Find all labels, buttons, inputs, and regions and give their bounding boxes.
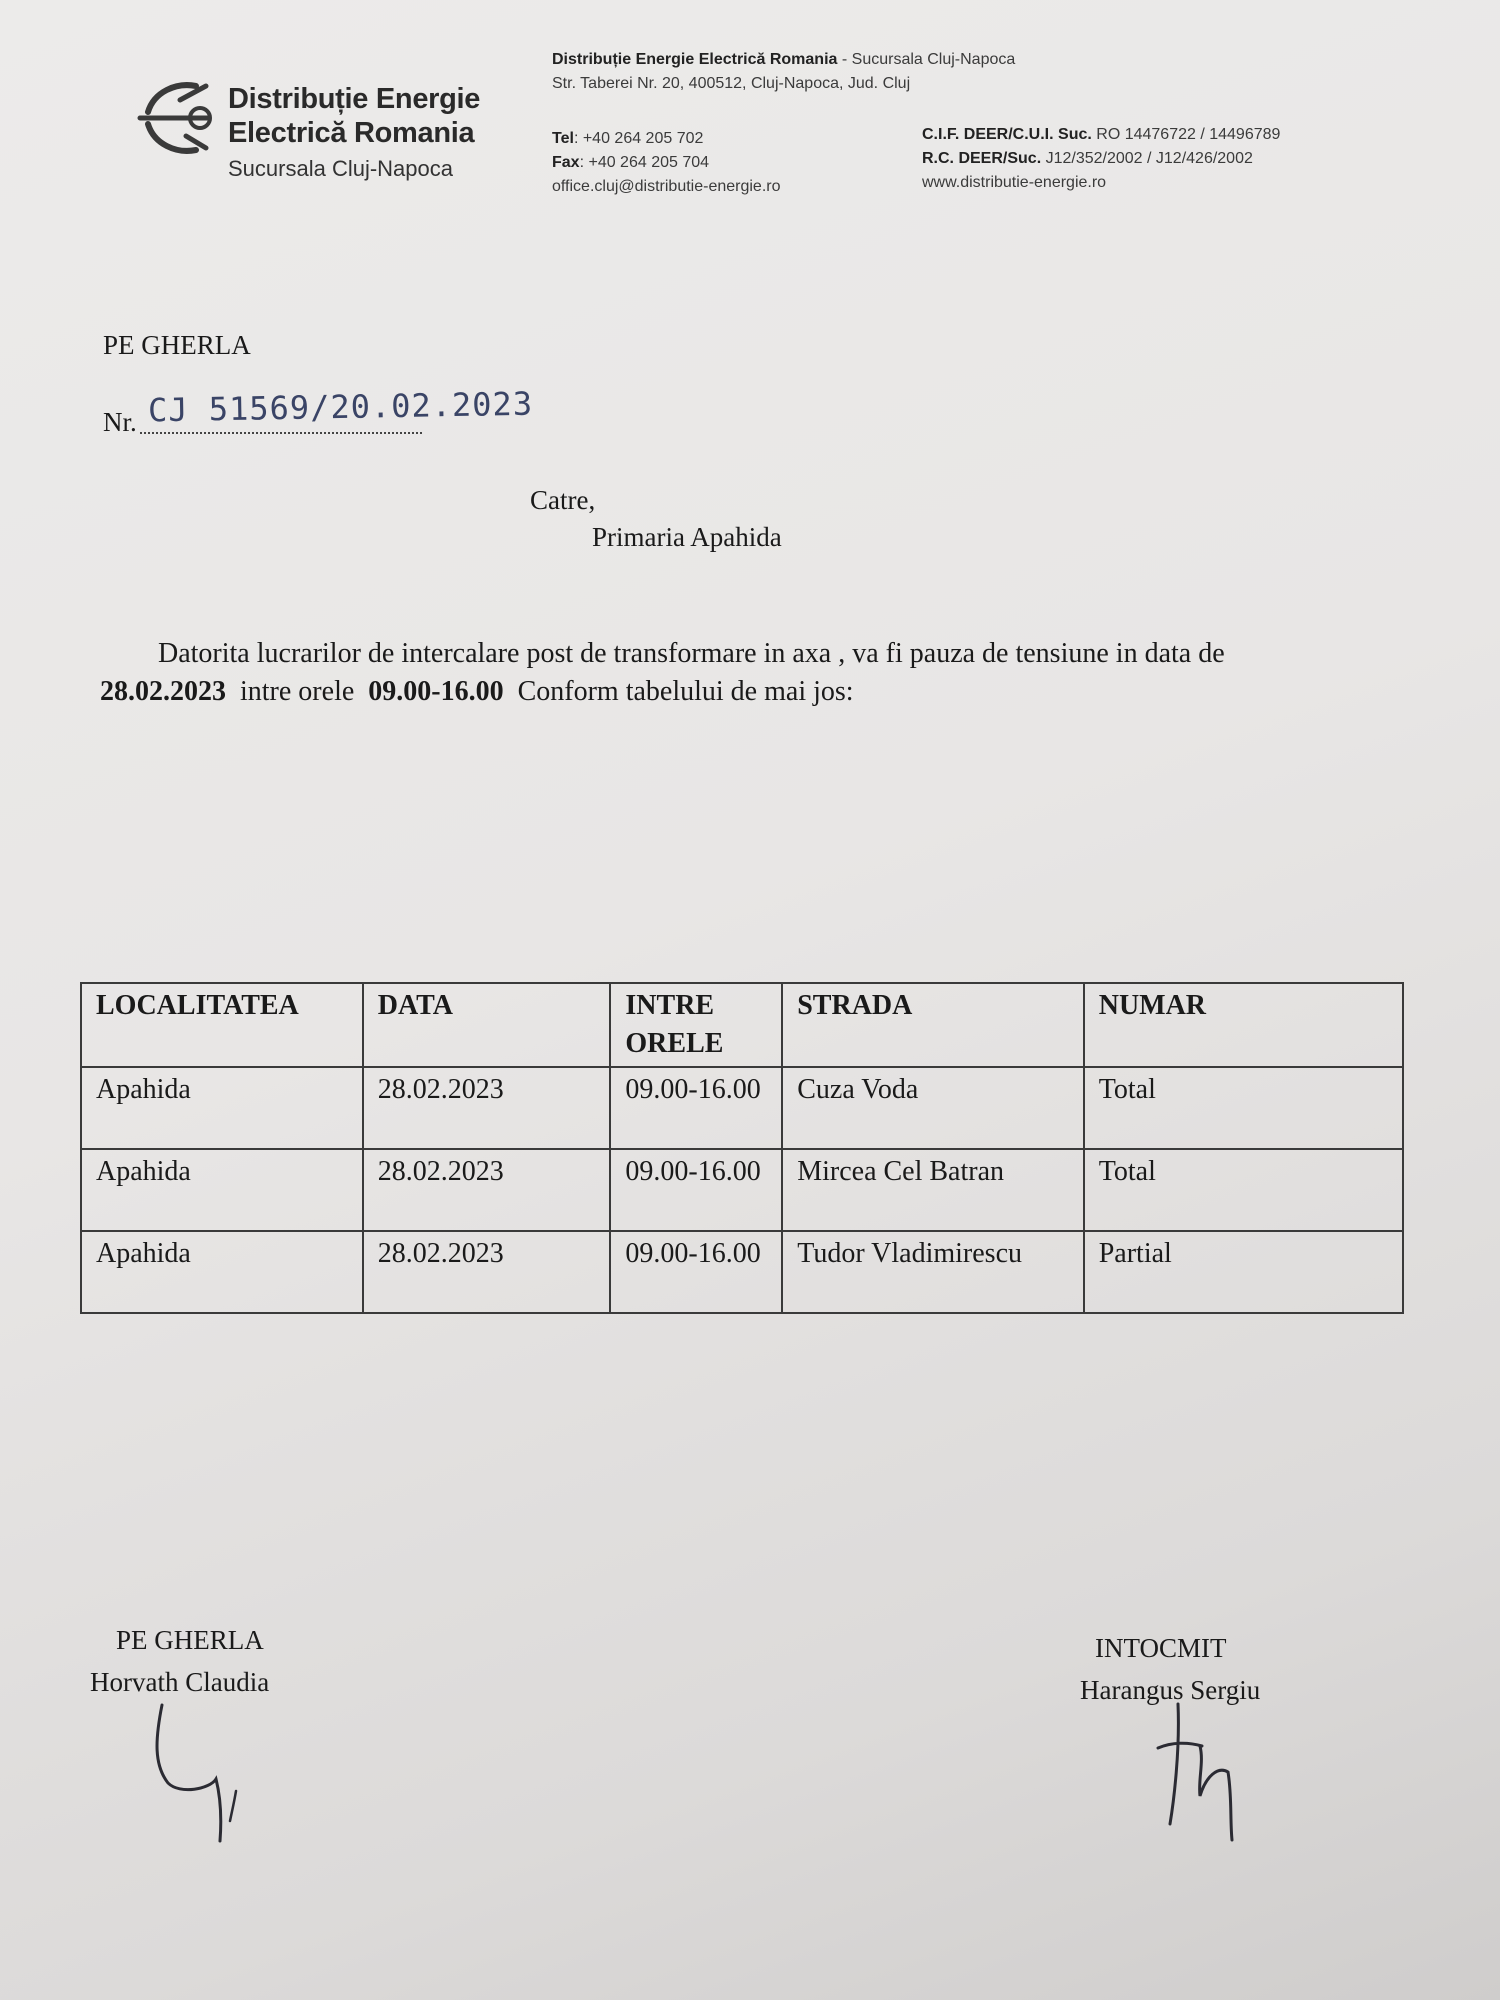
signature-left-title: PE GHERLA — [116, 1625, 264, 1655]
brand-name-line2: Electrică Romania — [228, 117, 475, 149]
cif-value: RO 14476722 / 14496789 — [1091, 126, 1281, 143]
cell-strada: Mircea Cel Batran — [782, 1149, 1084, 1231]
para-hours: 09.00-16.00 — [368, 676, 504, 707]
fax-value: : +40 264 205 704 — [579, 154, 710, 171]
para-part1: Datorita lucrarilor de intercalare post de transformare in axa , va fi pauza de tensiune in data de — [158, 638, 1225, 669]
header-intre-orele: INTRE ORELE — [610, 983, 782, 1067]
department-label: PE GHERLA — [103, 330, 251, 360]
notice-paragraph — [100, 635, 1350, 711]
signature-left-icon — [150, 1695, 260, 1845]
contact-block — [552, 127, 781, 199]
email-address: office.cluj@distributie-energie.ro — [552, 178, 781, 195]
company-branch: - Sucursala Cluj-Napoca — [837, 51, 1016, 68]
greeting: Catre, — [530, 485, 596, 515]
rc-label: R.C. DEER/Suc. — [922, 150, 1042, 167]
header-strada: STRADA — [782, 983, 1084, 1067]
company-address: Str. Taberei Nr. 20, 400512, Cluj-Napoca, Jud. Cluj — [552, 75, 911, 92]
cell-numar: Total — [1084, 1149, 1403, 1231]
number-dotted-line — [140, 432, 422, 434]
cell-orele: 09.00-16.00 — [610, 1231, 782, 1313]
recipient: Primaria Apahida — [592, 522, 782, 552]
table-header-row — [81, 983, 1403, 1067]
cell-localitatea: Apahida — [81, 1231, 363, 1313]
table-row — [81, 1231, 1403, 1313]
cell-data: 28.02.2023 — [363, 1067, 611, 1149]
signature-right-title: INTOCMIT — [1095, 1633, 1227, 1663]
brand-branch: Sucursala Cluj-Napoca — [228, 156, 453, 181]
header-localitatea: LOCALITATEA — [81, 983, 363, 1067]
cell-data: 28.02.2023 — [363, 1231, 611, 1313]
number-value-handwritten: CJ 51569/20.02.2023 — [147, 384, 534, 430]
para-part2: intre orele — [226, 676, 369, 707]
tel-label: Tel — [552, 130, 574, 147]
company-address-block — [552, 48, 1015, 96]
cell-numar: Partial — [1084, 1231, 1403, 1313]
cell-localitatea: Apahida — [81, 1067, 363, 1149]
legal-block — [922, 123, 1280, 195]
cell-orele: 09.00-16.00 — [610, 1067, 782, 1149]
signature-right-name: Harangus Sergiu — [1080, 1675, 1261, 1705]
cell-orele: 09.00-16.00 — [610, 1149, 782, 1231]
signature-left-name: Horvath Claudia — [90, 1667, 270, 1697]
header-data: DATA — [363, 983, 611, 1067]
cif-label: C.I.F. DEER/C.U.I. Suc. — [922, 126, 1092, 143]
cell-data: 28.02.2023 — [363, 1149, 611, 1231]
tel-value: : +40 264 205 702 — [573, 130, 704, 147]
header-numar: NUMAR — [1084, 983, 1403, 1067]
rc-value: J12/352/2002 / J12/426/2002 — [1041, 150, 1253, 167]
company-logo-icon — [136, 78, 226, 158]
fax-label: Fax — [552, 154, 580, 171]
cell-strada: Cuza Voda — [782, 1067, 1084, 1149]
cell-strada: Tudor Vladimirescu — [782, 1231, 1084, 1313]
outage-table — [80, 982, 1404, 1314]
website: www.distributie-energie.ro — [922, 174, 1107, 191]
brand-name-line1: Distribuție Energie — [228, 83, 481, 115]
company-full-name: Distribuție Energie Electrică Romania — [552, 51, 838, 68]
cell-numar: Total — [1084, 1067, 1403, 1149]
cell-localitatea: Apahida — [81, 1149, 363, 1231]
table-row — [81, 1067, 1403, 1149]
para-part3: Conform tabelului de mai jos: — [503, 676, 854, 707]
brand-block — [228, 82, 480, 182]
number-label: Nr. — [103, 407, 137, 437]
para-date: 28.02.2023 — [100, 676, 226, 707]
signature-right-icon — [1150, 1700, 1250, 1850]
table-row — [81, 1149, 1403, 1231]
